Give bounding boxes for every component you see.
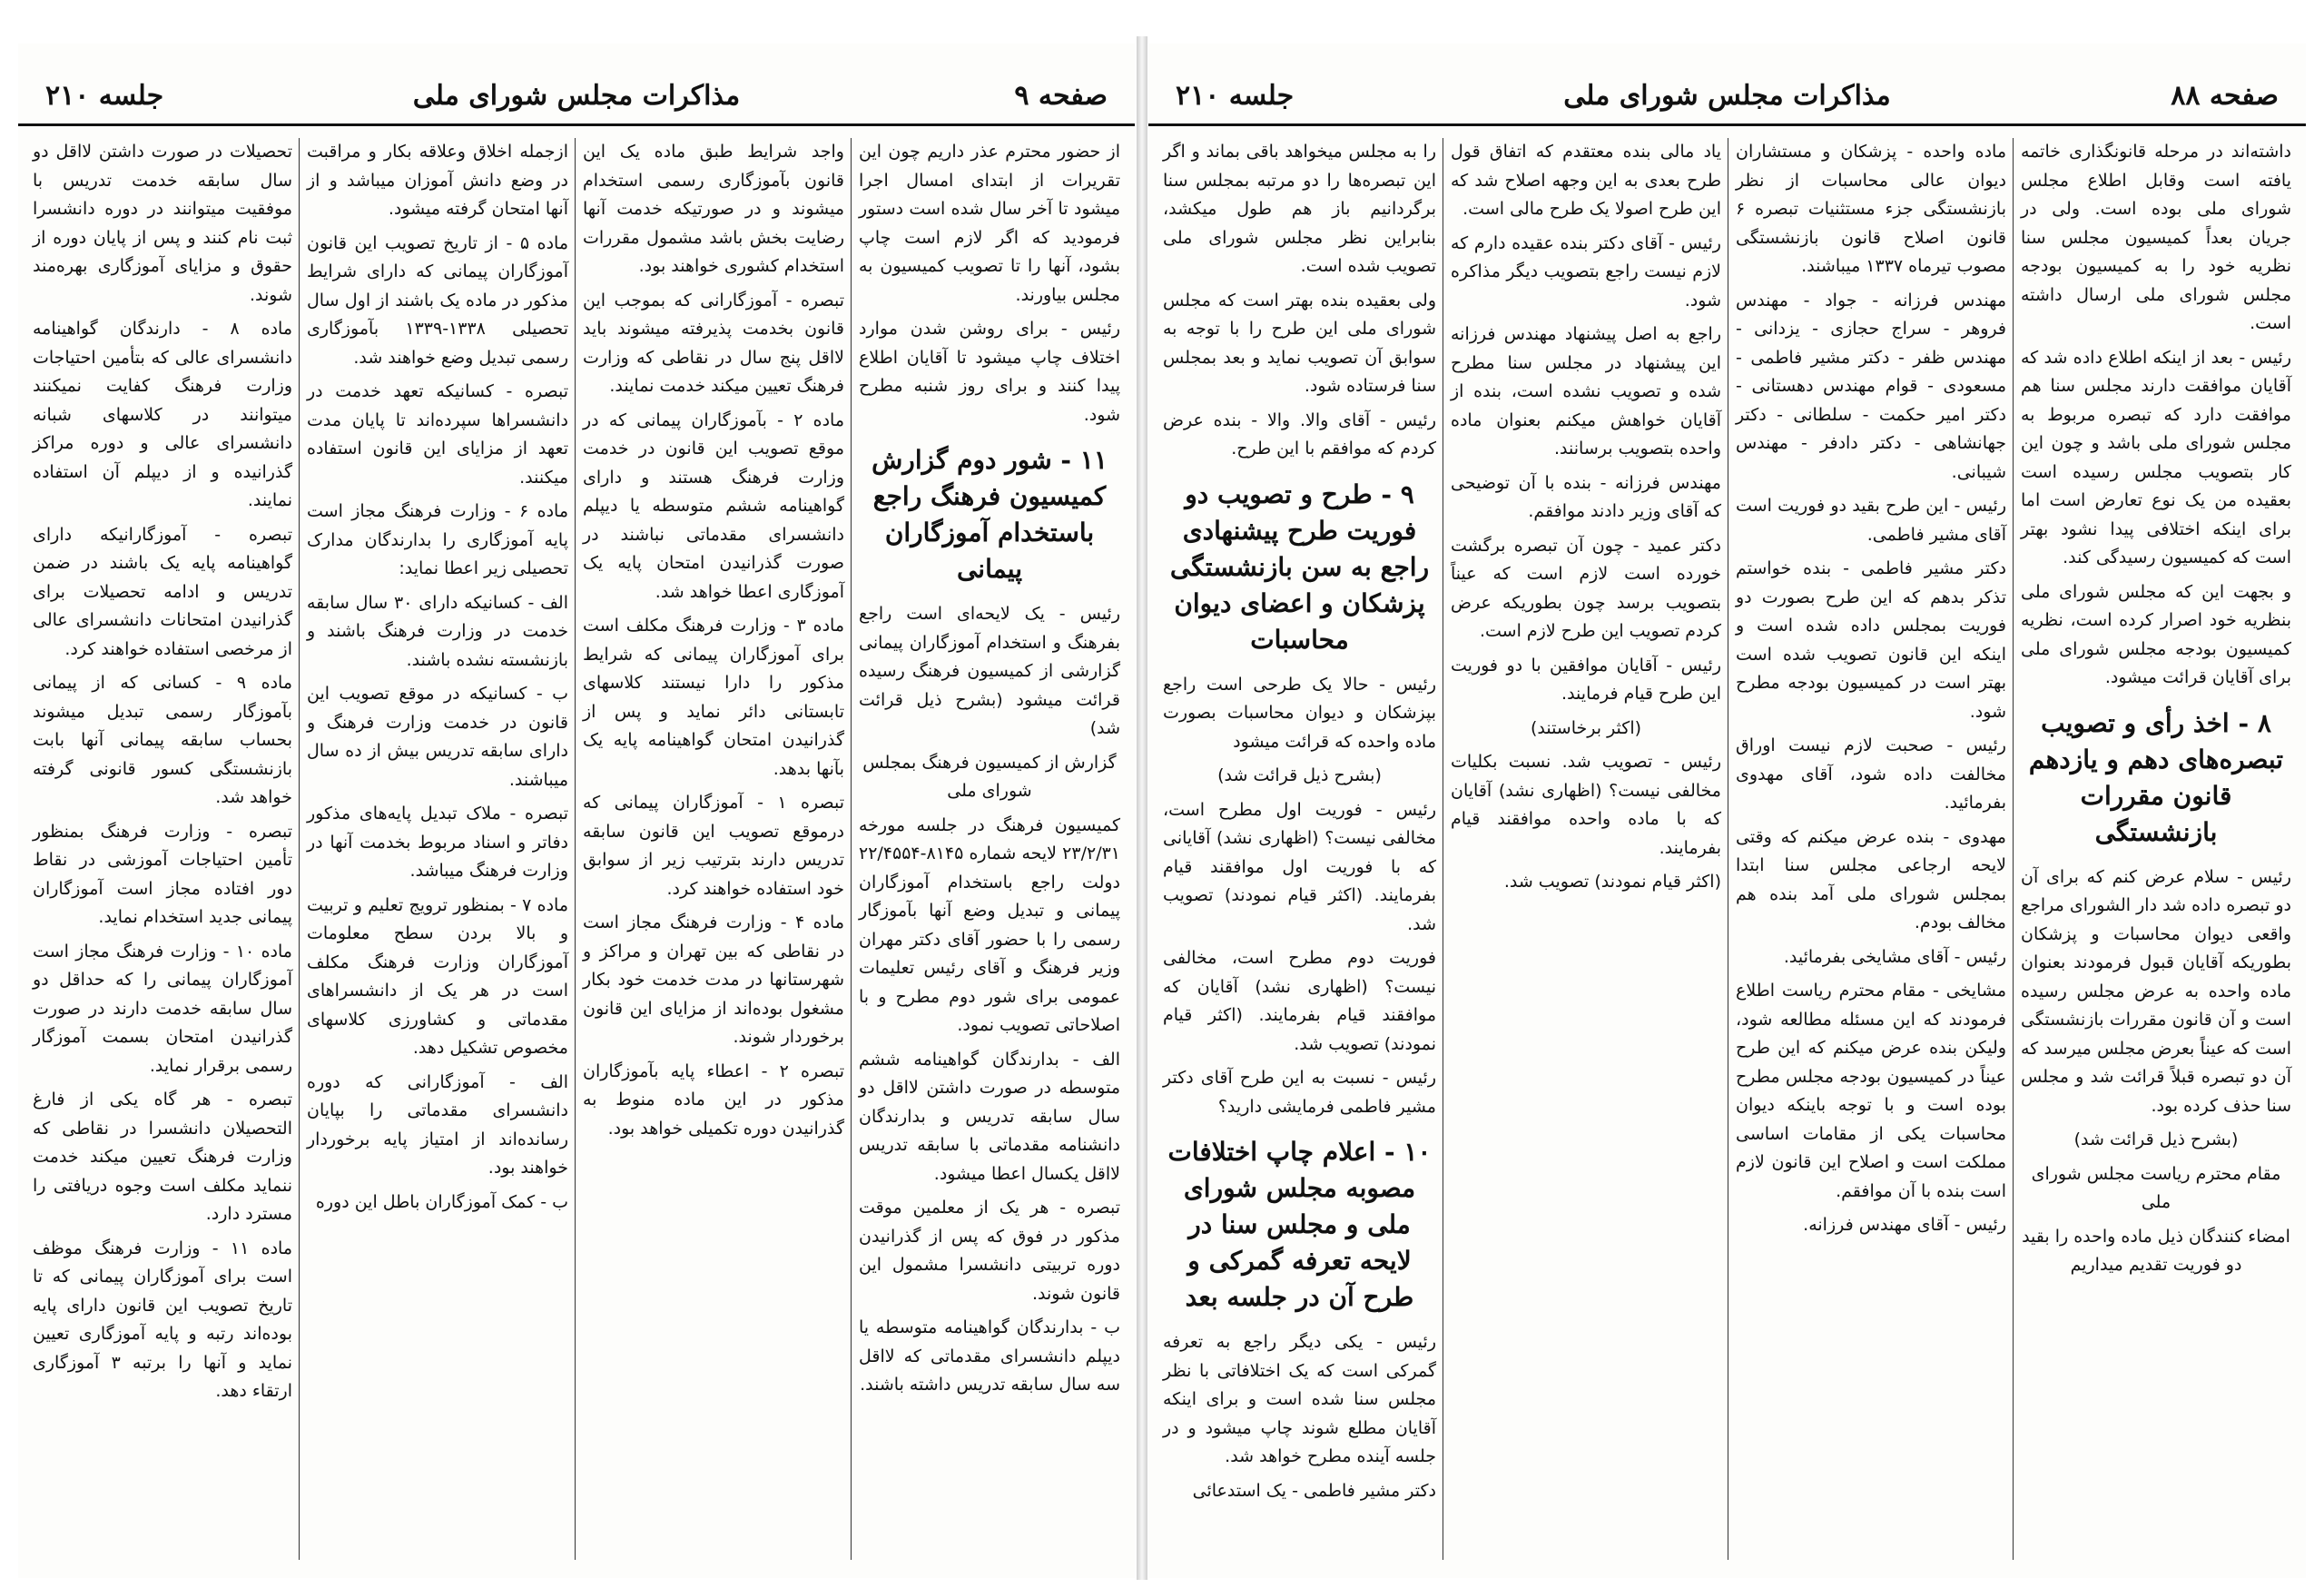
paragraph: ولی بعقیده بنده بهتر است که مجلس شورای ملی این طرح را با توجه به سوابق آن تصویب نماید و بعد بمجلس سنا فرستاده شود. (1163, 290, 1436, 396)
paragraph: (اکثر قیام نمودند) تصویب شد. (1503, 872, 1721, 892)
paragraph: الف - کسانیکه دارای ۳۰ سال سابقه خدمت در وزارت فرهنگ باشند و بازنشسته نشده باشند. (307, 592, 568, 670)
paragraph: (بشرح ذیل قرائت شد) (1217, 765, 1382, 785)
left-page (18, 44, 1135, 1578)
paragraph: رئیس - تصویب شد. نسبت بکلیات مخالفی نیست؟ (اظهاری نشد) آقایان که با ماده واحده موافقند قیام بفرمایند. (1451, 752, 1721, 858)
paragraph: رئیس - آقای والا. والا - بنده عرض کردم که موافقم با این طرح. (1163, 409, 1436, 459)
paragraph: ماده ۱۰ - وزارت فرهنگ مجاز است آموزگاران پیمانی را که حداقل دو سال سابقه خدمت دارند در صورت گذرانیدن امتحان بسمت آموزگار رسمی برقرار نماید. (33, 941, 292, 1076)
paragraph: ب - کمک آموزگاران باطل این دوره (315, 1191, 568, 1212)
paragraph: رئیس - آقای مشایخی بفرمائید. (1783, 946, 2006, 967)
left-column-1 (853, 138, 1126, 1560)
column-rule (299, 138, 300, 1560)
paragraph: تبصره ۲ - اعطاء پایه بآموزگاران مذکور در این ماده منوط به گذرانیدن دوره تکمیلی خواهد بود. (583, 1060, 844, 1139)
section-heading: ۱۱ - شور دوم گزارش کمیسیون فرهنگ راجع باستخدام آموزگاران پیمانی (872, 445, 1108, 584)
paragraph: رئیس - نسبت به این طرح آقای دکتر مشیر فاطمی فرمایشی دارید؟ (1163, 1068, 1436, 1117)
paragraph: ب - کسانیکه در موقع تصویب این قانون در خدمت وزارت فرهنگ و دارای سابقه تدریس بیش از ده سال میباشند. (307, 684, 568, 790)
paragraph: رئیس - یک لایحه‌ای است راجع بفرهنگ و استخدام آموزگاران پیمانی گزارشی از کمیسیون فرهنگ رسیده قرائت میشود (بشرح ذیل قرائت شد) (859, 604, 1120, 738)
left-publication-title: مذاکرات مجلس شورای ملی (412, 80, 741, 112)
paragraph: ماده واحده - پزشکان و مستشاران دیوان عالی محاسبات از نظر بازنشستگی جزء مستثنیات تبصره ۶ قانون اصلاح قانون بازنشستگی مصوب تیرماه ۱۳۳۷ میباشند. (1736, 142, 2006, 276)
paragraph: دکتر مشیر فاطمی - یک استدعائی (1192, 1480, 1436, 1501)
paragraph: مهدوی - بنده عرض میکنم که وقتی لایحه ارجاعی مجلس سنا ابتدا بمجلس شورای ملی آمد بنده هم مخالف بودم. (1736, 826, 2006, 932)
right-column-2 (1730, 138, 2012, 1560)
right-page (1148, 44, 2306, 1578)
paragraph: رئیس - برای روشن شدن موارد اختلاف چاپ میشود تا آقایان اطلاع پیدا کنند و برای روز شنبه مطرح شود. (859, 319, 1120, 425)
paragraph: (بشرح ذیل قرائت شد) (2073, 1129, 2239, 1149)
paragraph: تبصره - وزارت فرهنگ بمنظور تأمین احتیاجات آموزشی در نقاط دور افتاده مجاز است آموزگاران پیمانی جدید استخدام نماید. (33, 821, 292, 927)
paragraph: ماده ۳ - وزارت فرهنگ مکلف است برای آموزگاران پیمانی که شرایط مذکور را دارا نیستند کلاسهای تابستانی دائر نماید و پس از گذرانیدن امتحان گواهینامه پایه یک بآنها بدهد. (583, 616, 845, 779)
column-rule (575, 138, 576, 1560)
paragraph: رئیس - یکی دیگر راجع به تعرفه گمرکی است که یک اختلافاتی با نظر مجلس سنا شده است و برای اینکه آقایان مطلع شوند چاپ میشود و در جلسه آینده مطرح خواهد شد. (1163, 1332, 1436, 1466)
paragraph: تحصیلات در صورت داشتن لااقل دو سال سابقه خدمت تدریس با موفقیت میتوانند در دوره دانشسرا ثبت نام کنند و پس از پایان دوره از حقوق و مزایای آموزگاری بهره‌مند شوند. (33, 142, 292, 305)
right-page-number: صفحه ۸۸ (2171, 80, 2279, 112)
paragraph: تبصره - آموزگارانیکه دارای گواهینامه پایه یک باشند در ضمن تدریس و ادامه تحصیلات برای گذرانیدن امتحانات دانشسرای عالی از مرخصی استفاده خواهند کرد. (33, 524, 292, 659)
section-heading: ۱۰ - اعلام چاپ اختلافات مصوبه مجلس شورای ملی و مجلس سنا در لایحه تعرفه گمرکی و طرح آن در جلسه بعد (1167, 1137, 1432, 1312)
paragraph: رئیس - صحبت لازم نیست اوراق مخالفت داده شود، آقای مهدوی بفرمائید. (1736, 735, 2006, 813)
section-heading: ۸ - اخذ رأی و تصویب تبصره‌های دهم و یازدهم قانون مقررات بازنشستگی (2028, 707, 2284, 847)
right-column-4 (1157, 138, 1442, 1560)
paragraph: ازجمله اخلاق وعلاقه بکار و مراقبت در وضع دانش آموزان میباشد و از آنها امتحان گرفته میشود. (307, 142, 568, 219)
paragraph: رئیس - سلام عرض کنم که برای آن دو تبصره داده شد دار الشورای مراجع واقعی دیوان محاسبات و پزشکان بطوریکه آقایان قبول فرمودند بعنوان ماده واحده به عرض مجلس رسیده است و آن قانون مقررات بازنشستگی است که عیناً بعرض مجلس میرسد که آن دو تبصره قبلاً قرائت شد و مجلس سنا حذف کرده بود. (2021, 866, 2291, 1116)
section-heading: ۹ - طرح و تصویب دو فوریت طرح پیشنهادی راجع به سن بازنشستگی پزشکان و اعضای دیوان محاسبات (1169, 478, 1430, 655)
paragraph: رئیس - آقایان موافقین با دو فوریت این طرح قیام فرمایند. (1451, 655, 1721, 704)
right-columns (1157, 138, 2297, 1560)
paragraph: ب - بدارندگان گواهینامه متوسطه یا دیپلم دانشسرای مقدماتی که لااقل سه سال سابقه تدریس داشته باشند. (859, 1317, 1120, 1395)
paragraph: تبصره - ملاک تبدیل پایه‌های مذکور دفاتر و اسناد مربوط بخدمت آنها در وزارت فرهنگ میباشد. (307, 804, 568, 881)
right-session-number: جلسه ۲۱۰ (1176, 80, 1295, 112)
right-column-1 (2015, 138, 2297, 1560)
paragraph: راجع به اصل پیشنهاد مهندس فرزانه این پیشنهاد در مجلس سنا مطرح شده و تصویب نشده است، بنده از آقایان خواهش میکنم بعنوان ماده واحده بتصویب برسانند. (1451, 324, 1721, 459)
paragraph: رئیس - این طرح بقید دو فوریت است آقای مشیر فاطمی. (1736, 496, 2006, 545)
paragraph: مهندس فرزانه - جواد - مهندس فروهر - سراج حجازی - یزدانی - مهندس ظفر - دکتر مشیر فاطمی - مسعودی - قوام مهندس دهستانی - دکتر امیر حکمت - سلطانی - دکتر جهانشاهی - دکتر دادفر - مهندس شیبانی. (1736, 290, 2006, 482)
paragraph: رئیس - فوریت اول مطرح است، مخالفی نیست؟ (اظهاری نشد) آقایانی که با فوریت اول موافقند قیام بفرمایند. (اکثر قیام نمودند) تصویب شد. (1163, 799, 1436, 934)
paragraph: از حضور محترم عذر داریم چون این تقریرات از ابتدای امسال اجرا میشود تا آخر سال شده است دستور فرمودید که اگر لازم است چاپ بشود، آنها را تا تصویب کمیسیون به مجلس بیاورند. (859, 142, 1120, 305)
paragraph: تبصره - آموزگارانی که بموجب این قانون بخدمت پذیرفته میشوند باید لااقل پنج سال در نقاطی که وزارت فرهنگ تعیین میکند خدمت نمایند. (583, 290, 844, 396)
paragraph: یاد مالی بنده معتقدم که اتفاق قول طرح بعدی به این وجهه اصلاح شد که این طرح اصولا یک طرح مالی است. (1451, 142, 1721, 219)
right-publication-title: مذاکرات مجلس شورای ملی (1563, 80, 1891, 112)
left-column-4 (27, 138, 298, 1560)
paragraph: ماده ۷ - بمنظور ترویج تعلیم و تربیت و بالا بردن سطح معلومات آموزگاران وزارت فرهنگ مکلف است در هر یک از دانشسراهای مقدماتی و کشاورزی کلاسهای مخصوص تشکیل دهد. (307, 894, 568, 1058)
paragraph: ماده ۹ - کسانی که از پیمانی بآموزگار رسمی تبدیل میشوند بحساب سابقه پیمانی آنها بابت بازنشستگی کسور قانونی گرفته خواهد شد. (33, 673, 292, 807)
paragraph: الف - بدارندگان گواهینامه ششم متوسطه در صورت داشتن لااقل دو سال سابقه تدریس و بدارندگان دانشنامه مقدماتی با سابقه تدریس لااقل یکسال اعطا میشود. (859, 1049, 1120, 1184)
paragraph: (اکثر برخاستند) (1530, 717, 1642, 738)
left-session-number: جلسه ۲۱۰ (45, 80, 164, 112)
paragraph: و بجهت این که مجلس شورای ملی بنظریه خود اصرار کرده است، نظریه کمیسیون بودجه مجلس شورای ملی برای آقایان قرائت میشود. (2021, 581, 2291, 687)
paragraph: تبصره - هر یک از معلمین موقت مذکور در فوق که پس از گذرانیدن دوره تربیتی دانشسرا مشمول این قانون شوند. (859, 1198, 1120, 1304)
paragraph: الف - آموزگارانی که دوره دانشسرای مقدماتی را بپایان رسانده‌اند از امتیاز پایه برخوردار خواهند بود. (307, 1071, 568, 1178)
paragraph: ماده ۱۱ - وزارت فرهنگ موظف است برای آموزگاران پیمانی که تا تاریخ تصویب این قانون دارای پایه بوده‌اند رتبه و پایه آموزگاری تعیین نماید و آنها را برتبه ۳ آموزگاری ارتقاء دهد. (33, 1238, 293, 1401)
right-column-3 (1445, 138, 1727, 1560)
left-page-number: صفحه ۹ (1014, 80, 1108, 112)
paragraph: امضاء کنندگان ذیل ماده واحده را بقید دو فوریت تقدیم میداریم (2022, 1226, 2290, 1275)
paragraph: تبصره - هر گاه یکی از فارغ التحصیلان دانشسرا در نقاطی که وزارت فرهنگ تعیین میکند خدمت ننماید مکلف است وجوه دریافتی را مسترد دارد. (33, 1090, 292, 1224)
paragraph: دکتر عمید - چون آن تبصره برگشت خورده است لازم است که عیناً بتصویب برسد چون بطوریکه عرض کردم تصویب این طرح لازم است. (1451, 535, 1721, 641)
column-rule (2013, 138, 2014, 1560)
paragraph: مقام محترم ریاست مجلس شورای ملی (2031, 1163, 2281, 1212)
paragraph: را به مجلس میخواهد باقی بماند و اگر این تبصره‌ها را دو مرتبه بمجلس سنا برگردانیم باز هم طول میکشد، بنابراین نظر مجلس شورای ملی تصویب شده است. (1163, 142, 1436, 276)
left-column-3 (301, 138, 574, 1560)
left-running-head (18, 73, 1135, 126)
paragraph: داشته‌اند در مرحله قانونگذاری خاتمه یافته است وقابل اطلاع مجلس شورای ملی بوده است. ولی در جریان بعداً کمیسیون مجلس سنا نظریه خود را به کمیسیون بودجه مجلس شورای ملی ارسال داشته است. (2021, 142, 2291, 333)
paragraph: رئیس - آقای دکتر بنده عقیده دارم که لازم نیست راجع بتصویب دیگر مذاکره شود. (1451, 232, 1721, 311)
paragraph: گزارش از کمیسیون فرهنگ بمجلس شورای ملی (862, 752, 1117, 801)
left-columns (27, 138, 1126, 1560)
paragraph: ماده ۶ - وزارت فرهنگ مجاز است پایه آموزگاری را بدارندگان مدارک تحصیلی زیر اعطا نماید: (307, 501, 568, 578)
paragraph: ماده ۵ - از تاریخ تصویب این قانون آموزگاران پیمانی که دارای شرایط مذکور در ماده یک باشند از اول سال تحصیلی ۱۳۳۸-۱۳۳۹ بآموزگاری رسمی تبدیل وضع خواهند شد. (307, 232, 569, 368)
column-rule (851, 138, 852, 1560)
paragraph: تبصره ۱ - آموزگاران پیمانی که درموقع تصویب این قانون سابقه تدریس دارند بترتیب زیر از سوابق خود استفاده خواهند کرد. (583, 793, 844, 899)
paragraph: ماده ۴ - وزارت فرهنگ مجاز است در نقاطی که بین تهران و مراکز و شهرستانها در مدت خدمت خود بکار مشغول بوده‌اند از مزایای این قانون برخوردار شوند. (583, 912, 844, 1047)
paragraph: دکتر مشیر فاطمی - بنده خواستم تذکر بدهم که این طرح بصورت دو فوریت بمجلس داده شده است و اینکه این قانون تصویب شده است بهتر است در کمیسیون بودجه مطرح شود. (1736, 558, 2006, 722)
paragraph: ماده ۸ - دارندگان گواهینامه دانشسرای عالی که بتأمین احتیاجات وزارت فرهنگ کفایت نمیکنند میتوانند در کلاسهای شبانه دانشسرای عالی و دوره مراکز گذرانیده و از دیپلم آن استفاده نمایند. (33, 319, 293, 510)
right-running-head (1148, 73, 2306, 126)
left-column-2 (577, 138, 850, 1560)
paragraph: رئیس - بعد از اینکه اطلاع داده شد که آقایان موافقت دارند مجلس سنا هم موافقت دارد که تبصره مربوط به مجلس شورای ملی باشد و چون این کار بتصویب مجلس رسیده است بعقیده من یک نوع تعارض است اما برای اینکه اختلافی پیدا نشود بهتر است که کمیسیون رسیدگی کند. (2021, 347, 2291, 567)
paragraph: ماده ۲ - بآموزگاران پیمانی که در موقع تصویب این قانون در خدمت وزارت فرهنگ هستند و دارای گواهینامه ششم متوسطه یا دیپلم دانشسرای مقدماتی نباشند در صورت گذرانیدن امتحان پایه یک آموزگاری اعطا خواهد شد. (583, 409, 844, 602)
paragraph: مهندس فرزانه - بنده با آن توضیحی که آقای وزیر دادند موافقم. (1451, 472, 1721, 521)
paragraph: رئیس - آقای مهندس فرزانه. (1803, 1215, 2006, 1235)
paragraph: تبصره - کسانیکه تعهد خدمت در دانشسراها سپرده‌اند تا پایان مدت تعهد از مزایای این قانون استفاده میکنند. (307, 381, 568, 488)
paragraph: رئیس - حالا یک طرحی است راجع بپزشکان و دیوان محاسبات بصورت ماده واحده که قرائت میشود (1163, 674, 1436, 752)
paragraph: کمیسیون فرهنگ در جلسه مورخه ۲۳/۲/۳۱ لایحه شماره ۸۱۴۵-۲۲/۴۵۵۴ دولت راجع باستخدام آموزگاران پیمانی و تبدیل وضع آنها بآموزگار رسمی را با حضور آقای دکتر مهران وزیر فرهنگ و آقای رئیس تعلیمات عمومی برای شور دوم مطرح و با اصلاحاتی تصویب نمود. (859, 814, 1120, 1035)
paragraph: واجد شرایط طبق ماده یک این قانون بآموزگاری رسمی استخدام میشوند و در صورتیکه خدمت آنها رضایت بخش باشد مشمول مقررات استخدام کشوری خواهند بود. (583, 142, 844, 276)
paragraph: مشایخی - مقام محترم ریاست اطلاع فرمودند که این مسئله مطالعه شود، ولیکن بنده عرض میکنم که این طرح عیناً در کمیسیون بودجه مجلس مطرح بوده است و با توجه باینکه دیوان محاسبات یکی از مقامات اساسی مملکت است و اصلاح این قانون لازم است بنده با آن موافقم. (1736, 981, 2006, 1201)
book-gutter (1137, 36, 1147, 1580)
paragraph: فوریت دوم مطرح است، مخالفی نیست؟ (اظهاری نشد) آقایان که موافقند قیام بفرمایند. (اکثر قیام نمودند) تصویب شد. (1163, 948, 1436, 1054)
